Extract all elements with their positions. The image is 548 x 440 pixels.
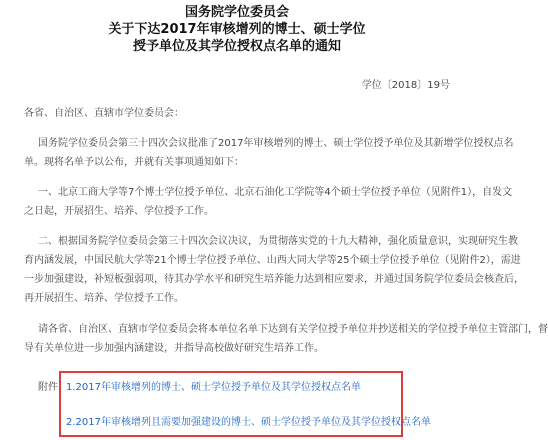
title-line-2: 关于下达2017年审核增列的博士、硕士学位 (108, 22, 366, 37)
title-line-1: 国务院学位委员会 (184, 5, 289, 20)
item1-line-2: 之日起，开展招生、培养、学位授予工作。 (24, 206, 214, 217)
salutation: 各省、自治区、直辖市学位委员会： (24, 108, 184, 119)
item1-line-1: 一、北京工商大学等7个博士学位授予单位、北京石油化工学院等4个硕士学位授予单位（见附件1），自发文 (38, 187, 513, 198)
item2-paragraph (24, 232, 524, 308)
title-block (0, 4, 474, 55)
closing-line-1: 请各省、自治区、直辖市学位委员会将本单位名单下达到有关学位授予单位并抄送相关的学位授予单位主管部门，督 (38, 324, 548, 335)
intro-line-2: 单。现将名单予以公布，并就有关事项通知如下： (24, 157, 244, 168)
intro-line-1: 国务院学位委员会第三十四次会议批准了2017年审核增列的博士、硕士学位授予单位及其新增学位授权点名 (38, 138, 514, 149)
title-line-3: 授予单位及其学位授权点名单的通知 (132, 39, 341, 54)
intro-paragraph (24, 134, 513, 172)
attachment-link-2[interactable]: 2.2017年审核增列且需要加强建设的博士、硕士学位授予单位及其学位授权点名单 (66, 417, 431, 428)
item2-line-3: 一步加强建设，补短板强弱项，待其办学水平和研究生培养能力达到相应要求，并通过国务院学位委员会核查后， (24, 274, 524, 285)
document-number: 学位〔2018〕19号 (361, 80, 450, 91)
attachment-link-1[interactable]: 1.2017年审核增列的博士、硕士学位授予单位及其学位授权点名单 (66, 382, 361, 393)
item2-line-4: 再开展招生、培养、学位授予工作。 (24, 293, 184, 304)
item2-line-1: 二、根据国务院学位委员会第三十四次会议决议，为贯彻落实党的十九大精神，强化质量意识，实现研究生教 (38, 236, 518, 247)
closing-line-2: 导有关单位进一步加强内涵建设，并指导高校做好研究生培养工作。 (24, 343, 324, 354)
attachments-highlight-box (59, 371, 431, 437)
item2-line-2: 育内涵发展，中国民航大学等21个博士学位授予单位、山西大同大学等25个硕士学位授予单位（见附件2），需进 (24, 255, 521, 266)
attachments-label: 附件 (38, 382, 58, 393)
item1-paragraph (24, 183, 512, 221)
closing-paragraph (24, 320, 548, 358)
